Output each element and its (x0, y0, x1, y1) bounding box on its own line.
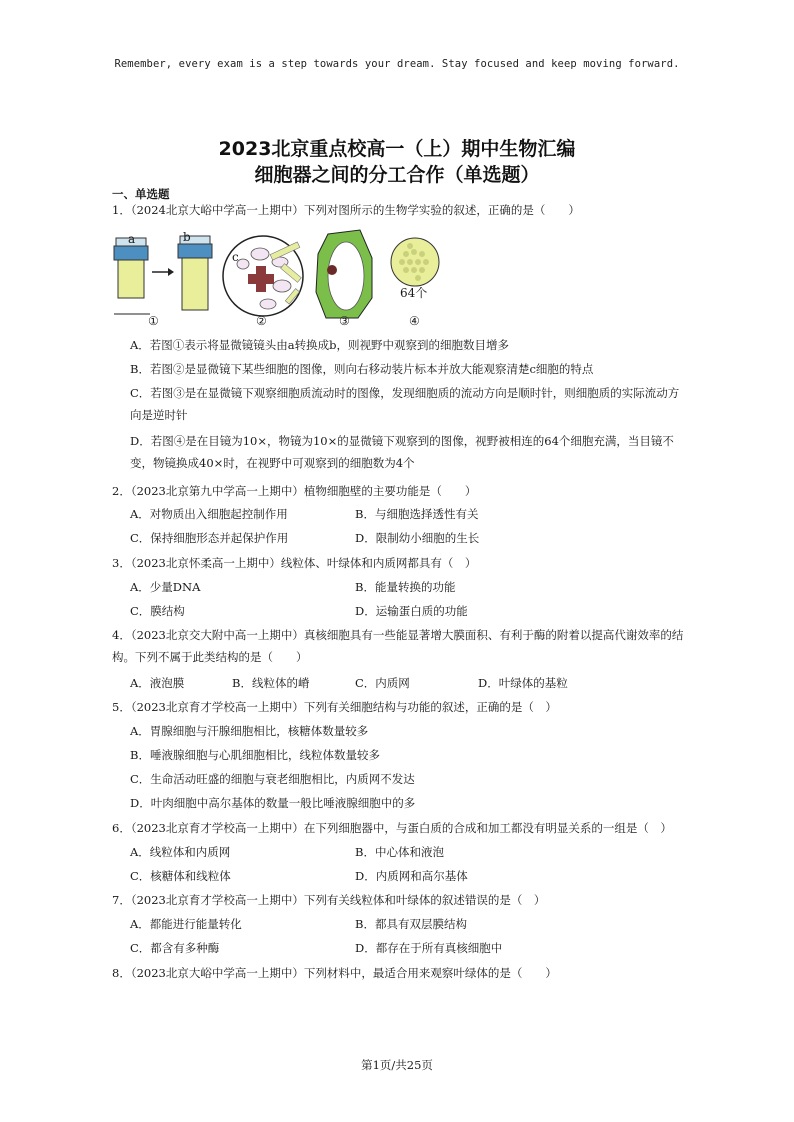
question-7-stem: 7．（2023北京育才学校高一上期中）下列有关线粒体和叶绿体的叙述错误的是（ ） (112, 893, 546, 907)
dense-cells-icon (391, 238, 439, 286)
question-4-stem: 4．（2023北京交大附中高一上期中）真核细胞具有一些能显著增大膜面积、有利于酶的附着以提高代谢效率的结构。下列不属于此类结构的是（ ） (112, 628, 684, 664)
lens-b-icon (178, 236, 212, 310)
arrow-icon (152, 268, 174, 276)
label-b: b (183, 230, 191, 244)
q3-option-c: C．膜结构 (130, 604, 185, 618)
q6-option-b: B．中心体和液泡 (355, 845, 444, 859)
section-heading: 一、单选题 (112, 187, 170, 201)
q3-option-d: D．运输蛋白质的功能 (355, 604, 468, 618)
cells-view-icon (223, 236, 303, 316)
q6-option-c: C．核糖体和线粒体 (130, 869, 231, 883)
label-c: c (232, 250, 239, 264)
label-a: a (128, 232, 136, 246)
lens-a-icon (114, 238, 148, 298)
q2-option-b: B．与细胞选择透性有关 (355, 507, 479, 521)
q1-option-a: A．若图①表示将显微镜镜头由a转换成b，则视野中观察到的细胞数目增多 (130, 338, 510, 352)
q4-option-b: B．线粒体的嵴 (232, 676, 310, 690)
q4-option-a: A．液泡膜 (130, 676, 185, 690)
question-6-stem: 6．（2023北京育才学校高一上期中）在下列细胞器中，与蛋白质的合成和加工都没有明显关系的一组是（ ） (112, 821, 672, 835)
figure-number-3: ③ (339, 314, 350, 328)
q4-option-d: D．叶绿体的基粒 (478, 676, 568, 690)
q3-option-b: B．能量转换的功能 (355, 580, 456, 594)
q7-option-d: D．都存在于所有真核细胞中 (355, 941, 503, 955)
figure-number-4: ④ (409, 314, 420, 328)
q6-option-d: D．内质网和高尔基体 (355, 869, 468, 883)
count-label: 64个 (400, 286, 428, 300)
q2-option-d: D．限制幼小细胞的生长 (355, 531, 480, 545)
question-5-stem: 5．（2023北京育才学校高一上期中）下列有关细胞结构与功能的叙述，正确的是（ ） (112, 700, 557, 714)
q4-option-c: C．内质网 (355, 676, 410, 690)
question-3-stem: 3．（2023北京怀柔高一上期中）线粒体、叶绿体和内质网都具有（ ） (112, 556, 477, 570)
q2-option-a: A．对物质出入细胞起控制作用 (130, 507, 288, 521)
microscope-figure (110, 224, 450, 334)
q5-option-d: D．叶肉细胞中高尔基体的数量一般比唾液腺细胞中的多 (130, 796, 416, 810)
q5-option-a: A．胃腺细胞与汗腺细胞相比，核糖体数量较多 (130, 724, 369, 738)
figure-number-1: ① (148, 314, 159, 328)
question-8-stem: 8．（2023北京大峪中学高一上期中）下列材料中，最适合用来观察叶绿体的是（ ） (112, 966, 557, 980)
question-1-stem: 1．（2024北京大峪中学高一上期中）下列对图所示的生物学实验的叙述，正确的是（ ） (112, 203, 580, 217)
q1-option-c: C．若图③是在显微镜下观察细胞质流动时的图像，发现细胞质的流动方向是顺时针，则细胞质的实际流动方向是逆时针 (130, 386, 680, 422)
q5-option-c: C．生命活动旺盛的细胞与衰老细胞相比，内质网不发达 (130, 772, 415, 786)
page-title: 2023北京重点校高一（上）期中生物汇编 (218, 138, 576, 160)
q7-option-c: C．都含有多种酶 (130, 941, 220, 955)
q5-option-b: B．唾液腺细胞与心肌细胞相比，线粒体数量较多 (130, 748, 380, 762)
plant-cell-icon (316, 230, 372, 318)
q1-option-b: B．若图②是显微镜下某些细胞的图像，则向右移动装片标本并放大能观察清楚c细胞的特点 (130, 362, 594, 376)
q1-option-d: D．若图④是在目镜为10×，物镜为10×的显微镜下观察到的图像，视野被相连的64个细胞充满，当目镜不变，物镜换成40×时，在视野中可观察到的细胞数为4个 (130, 434, 674, 470)
q7-option-a: A．都能进行能量转化 (130, 917, 242, 931)
q3-option-a: A．少量DNA (130, 580, 201, 594)
figure-number-2: ② (256, 314, 267, 328)
page-subtitle: 细胞器之间的分工合作（单选题） (254, 164, 540, 186)
q7-option-b: B．都具有双层膜结构 (355, 917, 467, 931)
page-footer: 第1页/共25页 (361, 1058, 433, 1072)
motto-header: Remember, every exam is a step towards your dream. Stay focused and keep moving forward. (114, 58, 680, 70)
question-2-stem: 2．（2023北京第九中学高一上期中）植物细胞壁的主要功能是（ ） (112, 484, 477, 498)
q6-option-a: A．线粒体和内质网 (130, 845, 231, 859)
q2-option-c: C．保持细胞形态并起保护作用 (130, 531, 289, 545)
